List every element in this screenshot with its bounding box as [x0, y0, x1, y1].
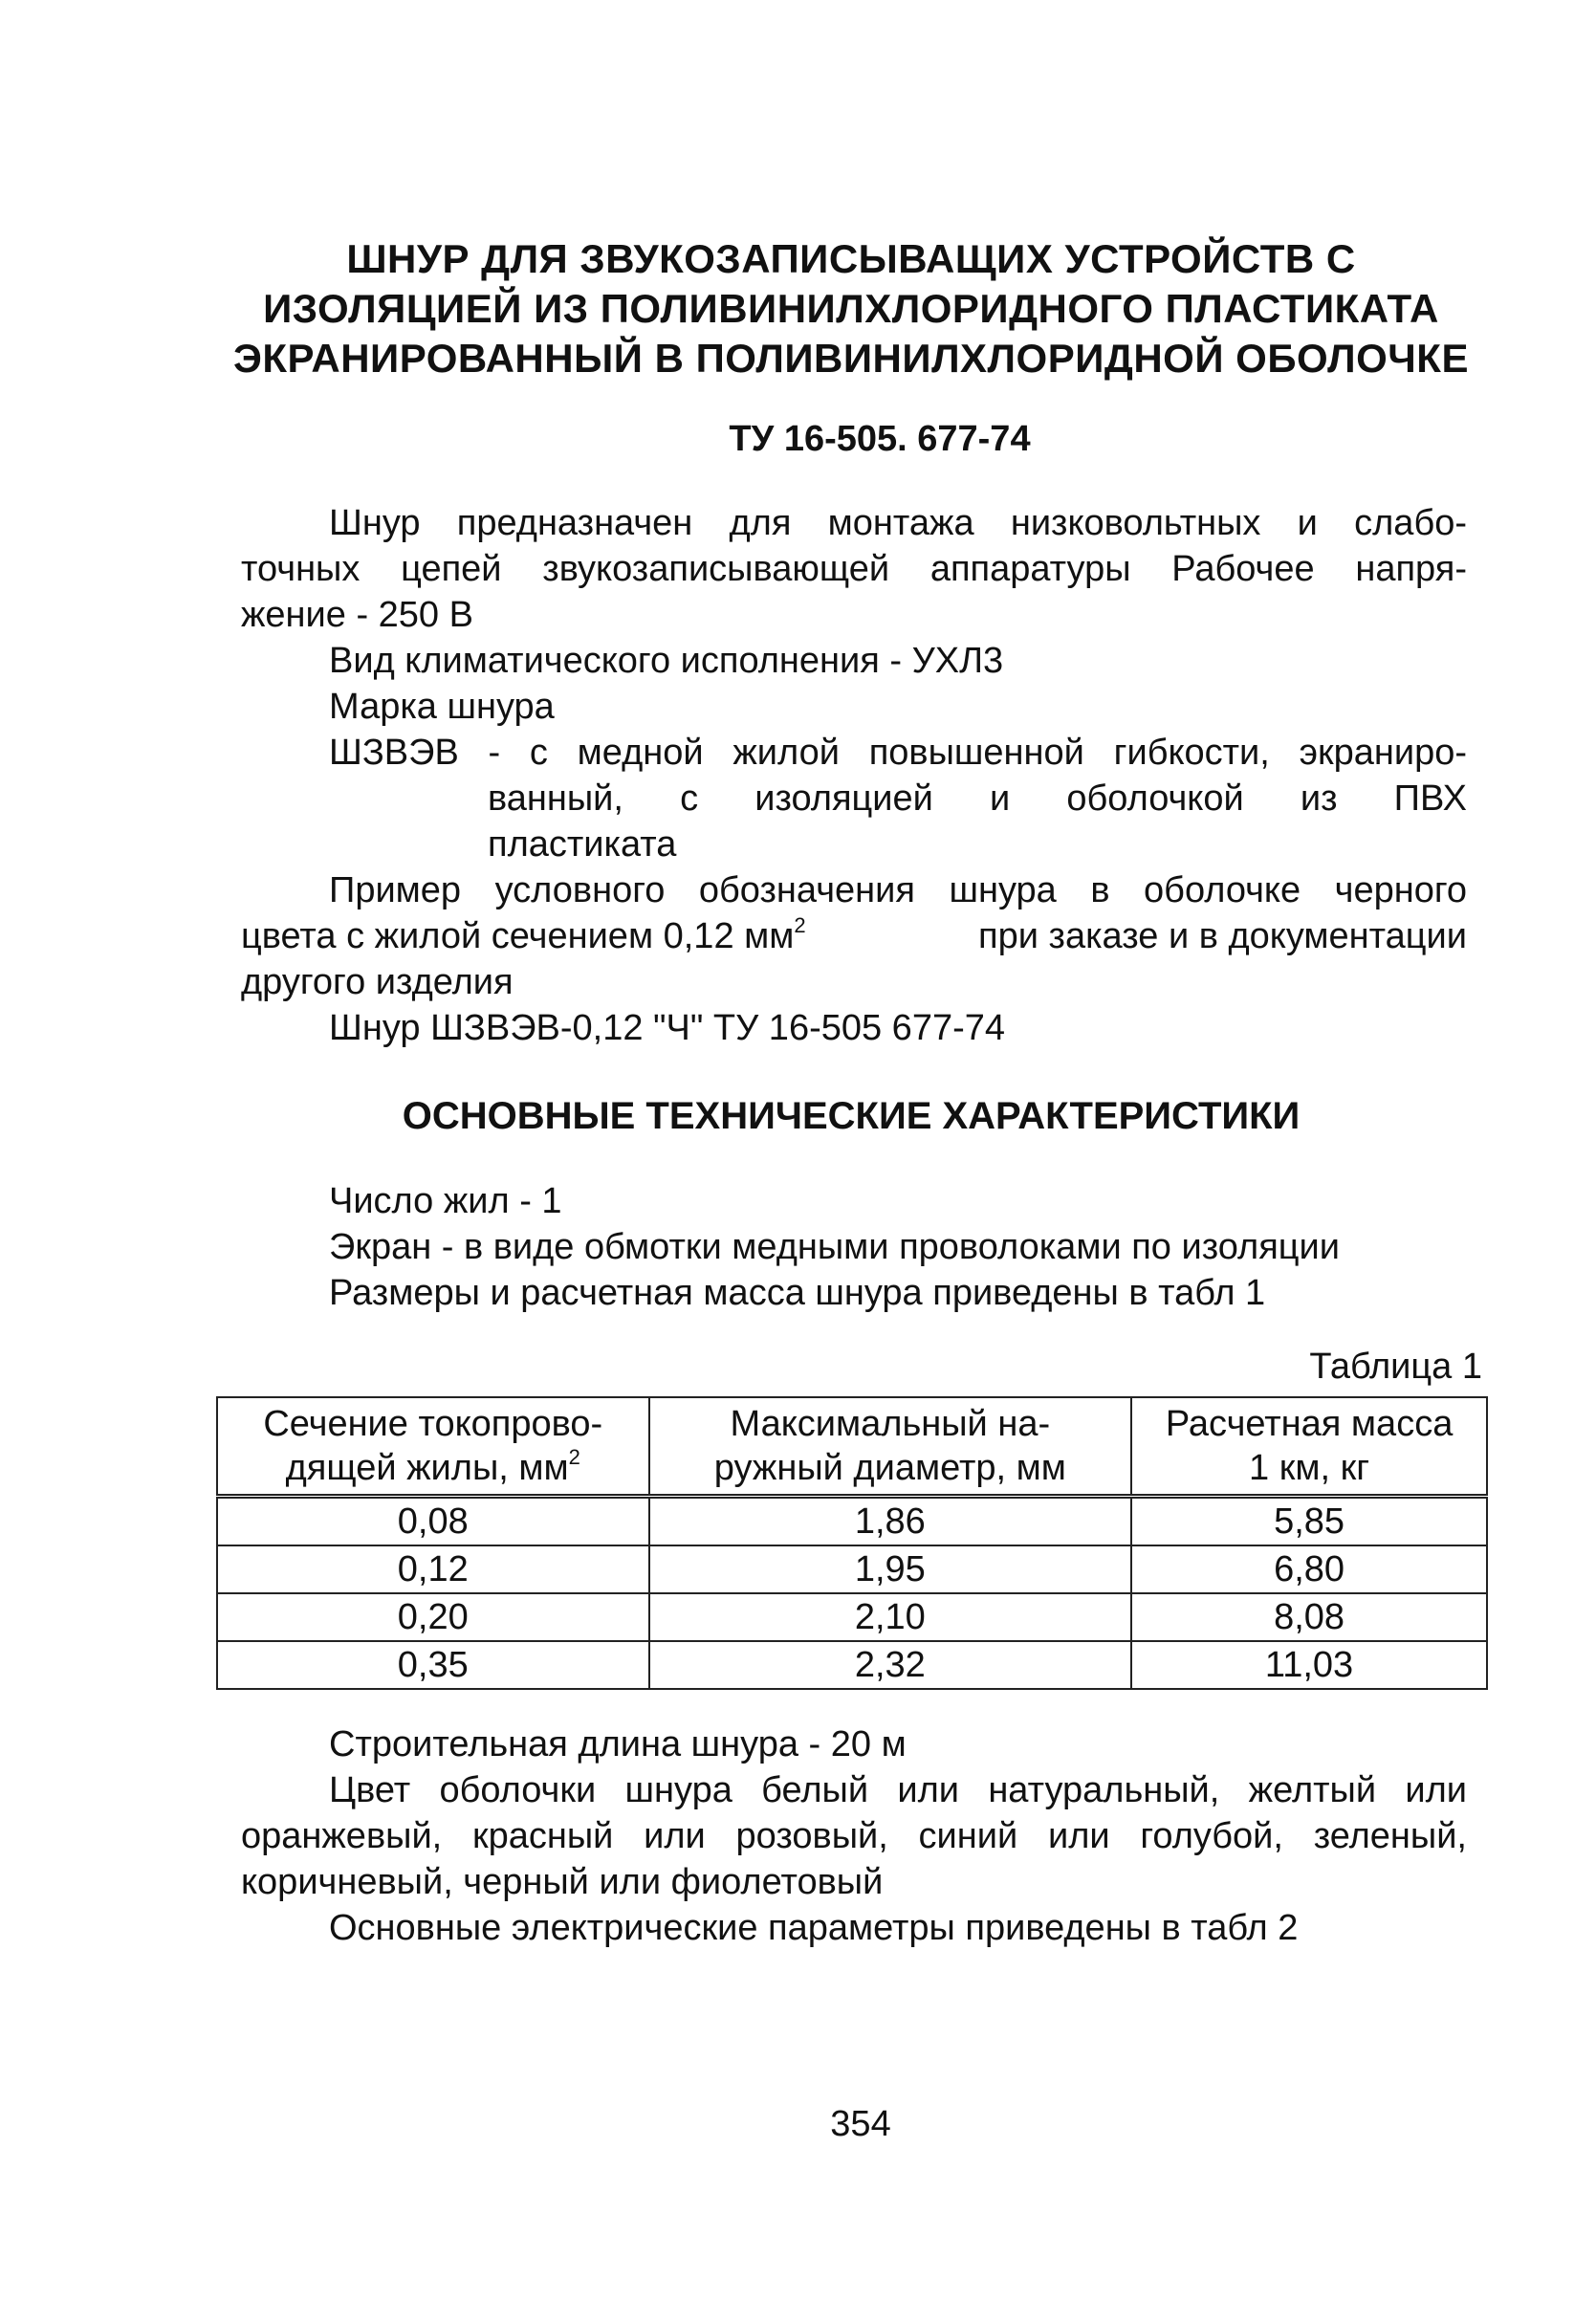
header-outer-diameter: Максимальный на- ружный диаметр, мм — [649, 1397, 1132, 1497]
example-line-2-end: при заказе и в документации — [978, 916, 1467, 956]
section-heading: ОСНОВНЫЕ ТЕХНИЧЕСКИЕ ХАРАКТЕРИСТИКИ — [402, 1095, 1301, 1137]
table-row — [217, 1497, 1487, 1546]
cell-mass: 11,03 — [1131, 1641, 1487, 1689]
spec-screen: Экран - в виде обмотки медными проволоками по изоляции — [329, 1227, 1340, 1267]
example-line-1: Пример условного обозначения шнура в оболочке черного — [329, 870, 1467, 910]
brand-line-2: ванный, с изоляцией и оболочкой из ПВХ — [488, 778, 1467, 819]
example-line-2 — [241, 913, 1467, 959]
spec-cores: Число жил - 1 — [329, 1181, 562, 1221]
cell-diameter: 1,95 — [649, 1545, 1132, 1593]
table-header-row — [217, 1397, 1487, 1497]
cell-cross-section: 0,20 — [217, 1593, 649, 1641]
intro-line-3: жение - 250 В — [241, 595, 473, 635]
color-line-2: оранжевый, красный или розовый, синий или голубой, зеленый, — [241, 1816, 1467, 1856]
header-mass: Расчетная масса 1 км, кг — [1131, 1397, 1487, 1497]
spec-sizes: Размеры и расчетная масса шнура приведены в табл 1 — [329, 1273, 1266, 1313]
electrical-params: Основные электрические параметры приведены в табл 2 — [329, 1908, 1299, 1948]
brand-line-3: пластиката — [488, 824, 677, 865]
header-cross-section: Сечение токопрово- дящей жилы, $мм^2$ — [217, 1397, 649, 1497]
table-row — [217, 1593, 1487, 1641]
cell-diameter: 1,86 — [649, 1497, 1132, 1546]
example-line-2-start: цвета с жилой сечением 0,12 $мм^2$ — [241, 913, 806, 956]
brand-line-1: ШЗВЭВ - с медной жилой повышенной гибкости, экраниро- — [329, 733, 1467, 773]
climate-line: Вид климатического исполнения - УХЛ3 — [329, 641, 1004, 681]
cell-cross-section: 0,35 — [217, 1641, 649, 1689]
cell-diameter: 2,32 — [649, 1641, 1132, 1689]
intro-line-2: точных цепей звукозаписывающей аппаратуры Рабочее напря- — [241, 549, 1467, 589]
intro-line-1: Шнур предназначен для монтажа низковольтных и слабо- — [329, 503, 1467, 543]
title-line-1: ШНУР ДЛЯ ЗВУКОЗАПИСЫВАЩИХ УСТРОЙСТВ С — [346, 236, 1356, 281]
cell-diameter: 2,10 — [649, 1593, 1132, 1641]
table-1 — [216, 1396, 1488, 1690]
cell-cross-section: 0,08 — [217, 1497, 649, 1546]
color-line-3: коричневый, черный или фиолетовый — [241, 1862, 884, 1902]
page-number: 354 — [830, 2104, 891, 2144]
title-line-2: ИЗОЛЯЦИЕЙ ИЗ ПОЛИВИНИЛХЛОРИДНОГО ПЛАСТИКАТА — [263, 286, 1439, 331]
brand-label: Марка шнура — [329, 687, 555, 727]
tu-code: ТУ 16-505. 677-74 — [729, 419, 1031, 459]
cell-mass: 5,85 — [1131, 1497, 1487, 1546]
table-row — [217, 1641, 1487, 1689]
construction-length: Строительная длина шнура - 20 м — [329, 1724, 907, 1764]
document-title — [220, 234, 1482, 384]
cell-mass: 6,80 — [1131, 1545, 1487, 1593]
color-line-1: Цвет оболочки шнура белый или натуральный, желтый или — [329, 1770, 1467, 1810]
table-row — [217, 1545, 1487, 1593]
example-line-3: другого изделия — [241, 962, 514, 1002]
cell-mass: 8,08 — [1131, 1593, 1487, 1641]
table-caption: Таблица 1 — [1309, 1347, 1482, 1387]
cell-cross-section: 0,12 — [217, 1545, 649, 1593]
title-line-3: ЭКРАНИРОВАННЫЙ В ПОЛИВИНИЛХЛОРИДНОЙ ОБОЛОЧКЕ — [233, 336, 1469, 381]
designation-example: Шнур ШЗВЭВ-0,12 "Ч" ТУ 16-505 677-74 — [329, 1008, 1006, 1048]
